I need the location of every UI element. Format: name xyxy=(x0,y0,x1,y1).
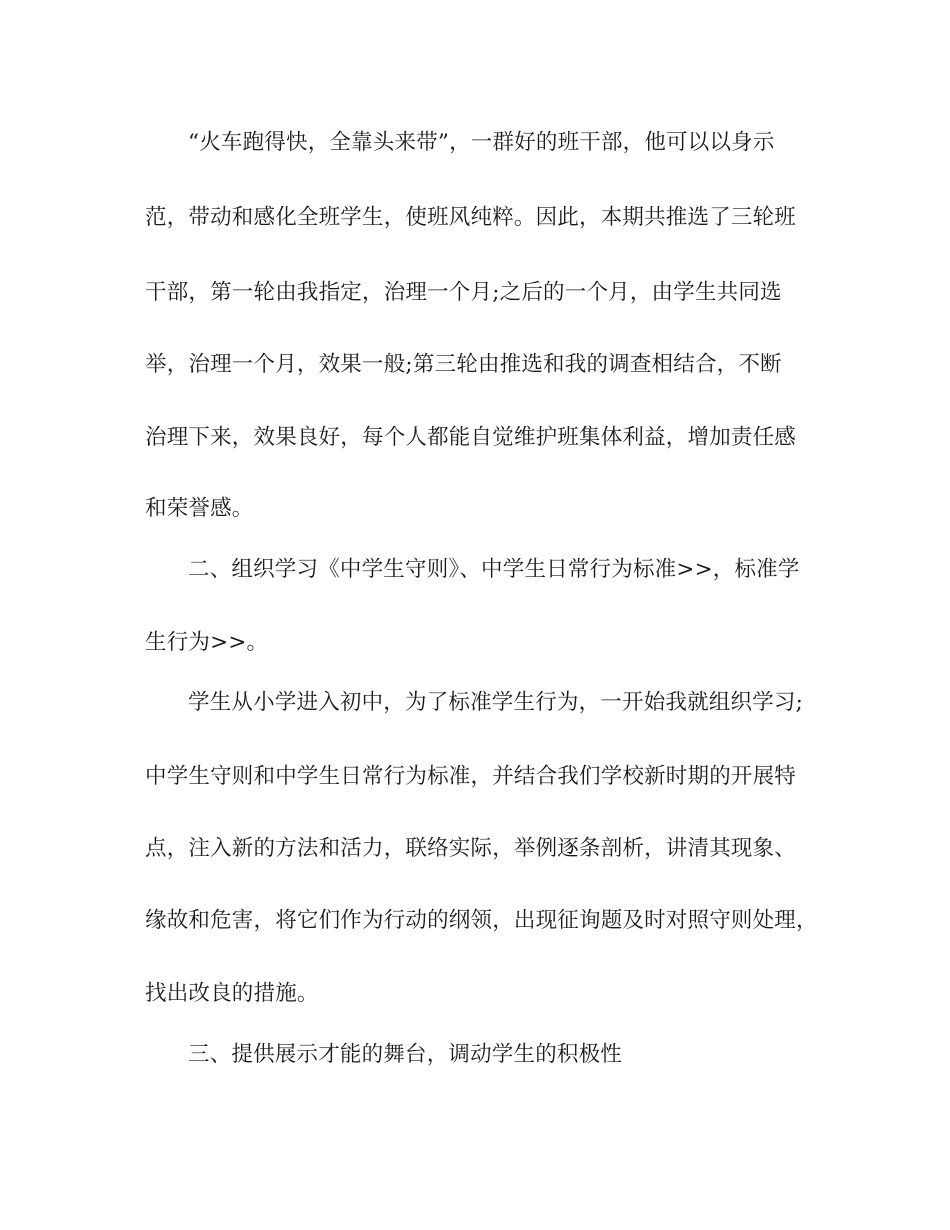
paragraph-line-3: 干部，第一轮由我指定，治理一个月;之后的一个月，由学生共同选 xyxy=(145,280,782,305)
paragraph-line-6: 和荣誉感。 xyxy=(145,496,254,521)
paragraph-2-line-4: 缘故和危害，将它们作为行动的纲领，出现征询题及时对照守则处理， xyxy=(145,908,818,933)
paragraph-line-2: 范，带动和感化全班学生，使班风纯粹。因此，本期共推选了三轮班 xyxy=(145,205,797,230)
section-heading-2-line-2: 生行为>>。 xyxy=(145,630,269,655)
paragraph-2-line-2: 中学生守则和中学生日常行为标准，并结合我们学校新时期的开展特 xyxy=(145,764,797,789)
paragraph-2-line-3: 点，注入新的方法和活力，联络实际，举例逐条剖析，讲清其现象、 xyxy=(145,836,797,861)
paragraph-2-line-5: 找出改良的措施。 xyxy=(145,981,319,1006)
section-heading-2-line-1: 二、组织学习《中学生守则》、中学生日常行为标准>>，标准学 xyxy=(188,557,800,582)
paragraph-2-line-1: 学生从小学进入初中，为了标准学生行为，一开始我就组织学习; xyxy=(188,690,804,715)
paragraph-line-4: 举，治理一个月，效果一般;第三轮由推选和我的调查相结合，不断 xyxy=(145,352,782,377)
paragraph-line-5: 治理下来，效果良好，每个人都能自觉维护班集体利益，增加责任感 xyxy=(145,425,797,450)
paragraph-line-1: “火车跑得快，全靠头来带”，一群好的班干部，他可以以身示 xyxy=(188,130,775,155)
section-heading-3: 三、提供展示才能的舞台，调动学生的积极性 xyxy=(188,1042,623,1067)
